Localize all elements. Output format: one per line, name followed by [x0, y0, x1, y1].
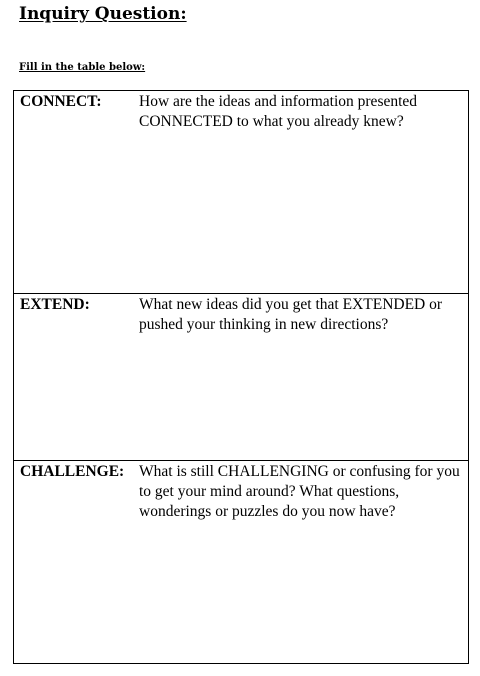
- connect-label: CONNECT:: [20, 93, 102, 110]
- challenge-label: CHALLENGE:: [20, 463, 125, 480]
- extend-label: EXTEND:: [20, 296, 90, 313]
- connect-extend-challenge-table: [13, 90, 469, 664]
- inquiry-question-title: Inquiry Question:: [19, 4, 187, 24]
- connect-prompt: How are the ideas and information presented CONNECTED to what you already knew?: [139, 93, 418, 130]
- table-instruction: Fill in the table below:: [19, 62, 146, 73]
- connect-row[interactable]: [14, 91, 468, 294]
- challenge-prompt: What is still CHALLENGING or confusing for you to get your mind around? What questions, wonderings or puzzles do you now have?: [139, 463, 460, 520]
- extend-prompt: What new ideas did you get that EXTENDED or pushed your thinking in new directions?: [139, 296, 443, 333]
- challenge-row[interactable]: [14, 461, 468, 663]
- extend-row[interactable]: [14, 294, 468, 461]
